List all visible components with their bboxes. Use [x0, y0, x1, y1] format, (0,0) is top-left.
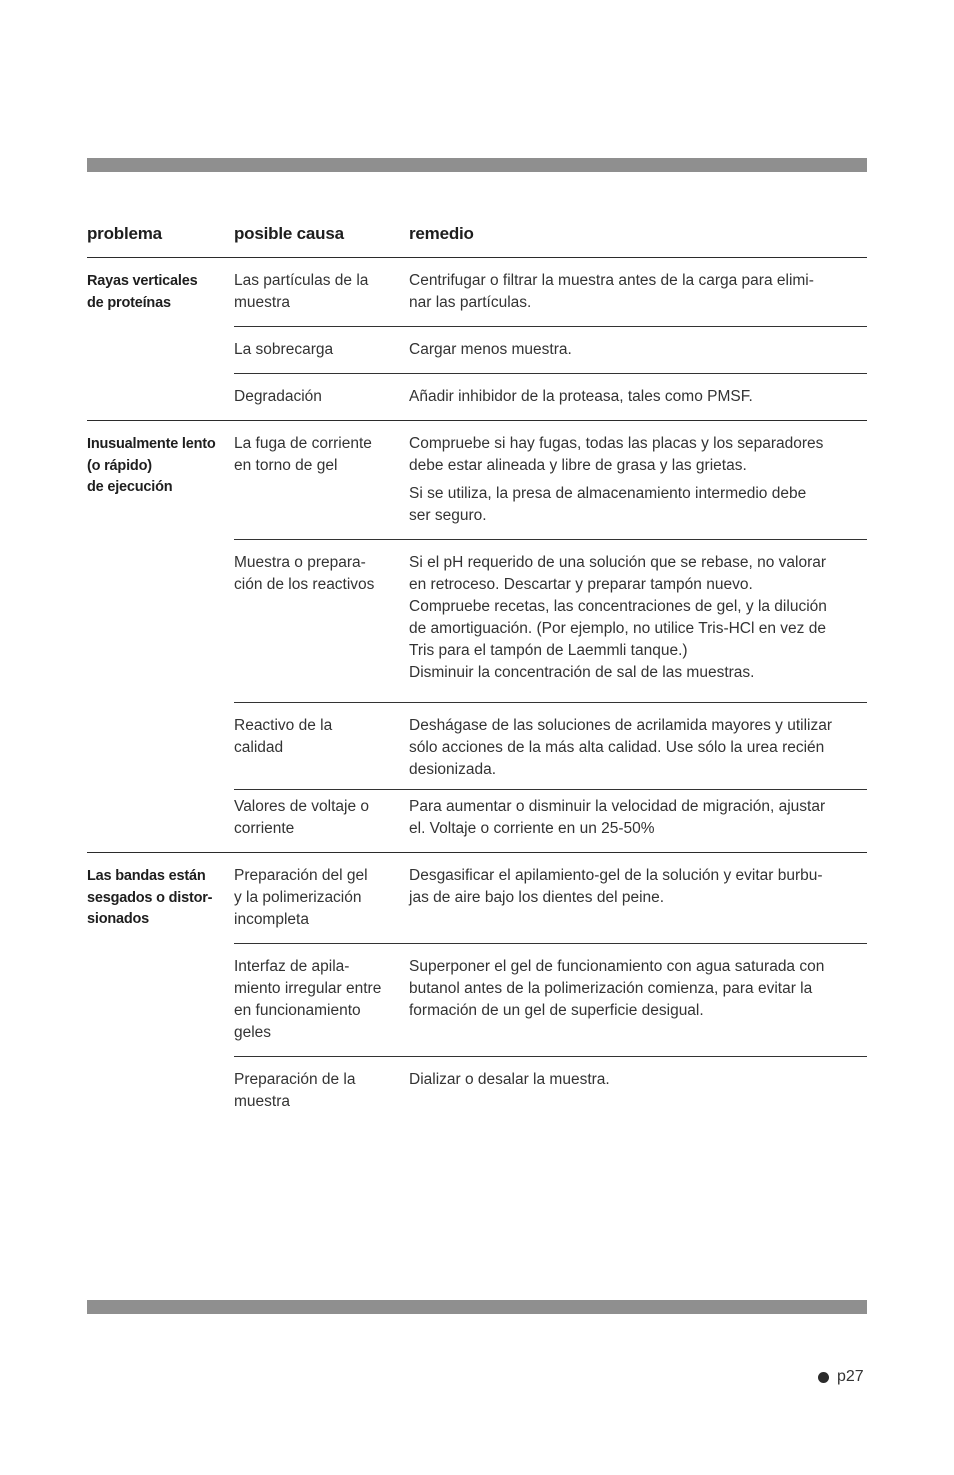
problem-label: Las bandas están sesgados o distor- sionados — [87, 868, 213, 927]
table-row — [234, 327, 867, 374]
table-row — [234, 944, 867, 1057]
header-cause: posible causa — [234, 224, 344, 243]
remedy-cell: Cargar menos muestra. — [409, 341, 572, 358]
table-row — [234, 258, 867, 327]
table-row — [234, 540, 867, 703]
problem-label: Rayas verticales de proteínas — [87, 273, 198, 311]
problem-group — [87, 258, 867, 421]
bullet-dot-icon — [818, 1372, 829, 1383]
problem-group — [87, 421, 867, 853]
cause-cell: Preparación de la muestra — [234, 1071, 356, 1110]
table-row — [234, 703, 867, 790]
remedy-cell: Desgasificar el apilamiento-gel de la solución y evitar burbu- jas de aire bajo los dientes del peine. — [409, 867, 823, 906]
remedy-cell: Dializar o desalar la muestra. — [409, 1071, 610, 1088]
bottom-rule-bar — [87, 1300, 867, 1314]
table-row — [234, 1057, 867, 1125]
remedy-cell: Superponer el gel de funcionamiento con agua saturada con butanol antes de la polimerización comienza, para evitar la formación de un gel de superficie desigual. — [409, 958, 825, 1019]
cause-cell: Valores de voltaje o corriente — [234, 798, 369, 837]
table-row — [234, 421, 867, 540]
table-row — [234, 374, 867, 420]
cause-cell: Reactivo de la calidad — [234, 717, 333, 756]
header-remedy: remedio — [409, 224, 474, 243]
cause-cell: La fuga de corriente en torno de gel — [234, 435, 372, 474]
cause-cell: La sobrecarga — [234, 341, 334, 358]
page-number-label: p27 — [837, 1368, 864, 1385]
cause-cell: Las partículas de la muestra — [234, 272, 369, 311]
remedy-cell: Centrifugar o filtrar la muestra antes de la carga para elimi- nar las partículas. — [409, 272, 814, 311]
remedy-cell: Compruebe si hay fugas, todas las placas y los separadores debe estar alineada y libre de grasa y las grietas. Si se utiliza, la presa de almacenamiento intermedio debe ser seguro. — [409, 435, 824, 524]
troubleshooting-table — [87, 220, 867, 1125]
problem-group — [87, 853, 867, 1125]
top-rule-bar — [87, 158, 867, 172]
remedy-cell: Añadir inhibidor de la proteasa, tales como PMSF. — [409, 388, 753, 405]
cause-cell: Interfaz de apila- miento irregular entre en funcionamiento geles — [234, 958, 382, 1041]
remedy-cell: Para aumentar o disminuir la velocidad de migración, ajustar el. Voltaje o corriente en un 25-50% — [409, 798, 826, 837]
header-problem: problema — [87, 224, 162, 243]
remedy-cell: Deshágase de las soluciones de acrilamida mayores y utilizar sólo acciones de la más alta calidad. Use sólo la urea recién desionizada. — [409, 717, 833, 778]
table-row — [234, 790, 867, 852]
cause-cell: Degradación — [234, 388, 322, 405]
table-header — [87, 220, 867, 258]
remedy-cell: Si el pH requerido de una solución que se rebase, no valorar en retroceso. Descartar y preparar tampón nuevo. Compruebe recetas, las concentraciones de gel, y la dilución de amortiguación. (Por ejemplo, no utilice Tris-HCl en vez de Tris para el tampón de Laemmli tanque.) Disminuir la concentración de sal de las muestras. — [409, 554, 827, 681]
table-row — [234, 853, 867, 944]
page-number — [818, 1368, 864, 1386]
cause-cell: Preparación del gel y la polimerización incompleta — [234, 867, 368, 928]
problem-label: Inusualmente lento (o rápido) de ejecución — [87, 436, 216, 495]
cause-cell: Muestra o prepara- ción de los reactivos — [234, 554, 375, 593]
